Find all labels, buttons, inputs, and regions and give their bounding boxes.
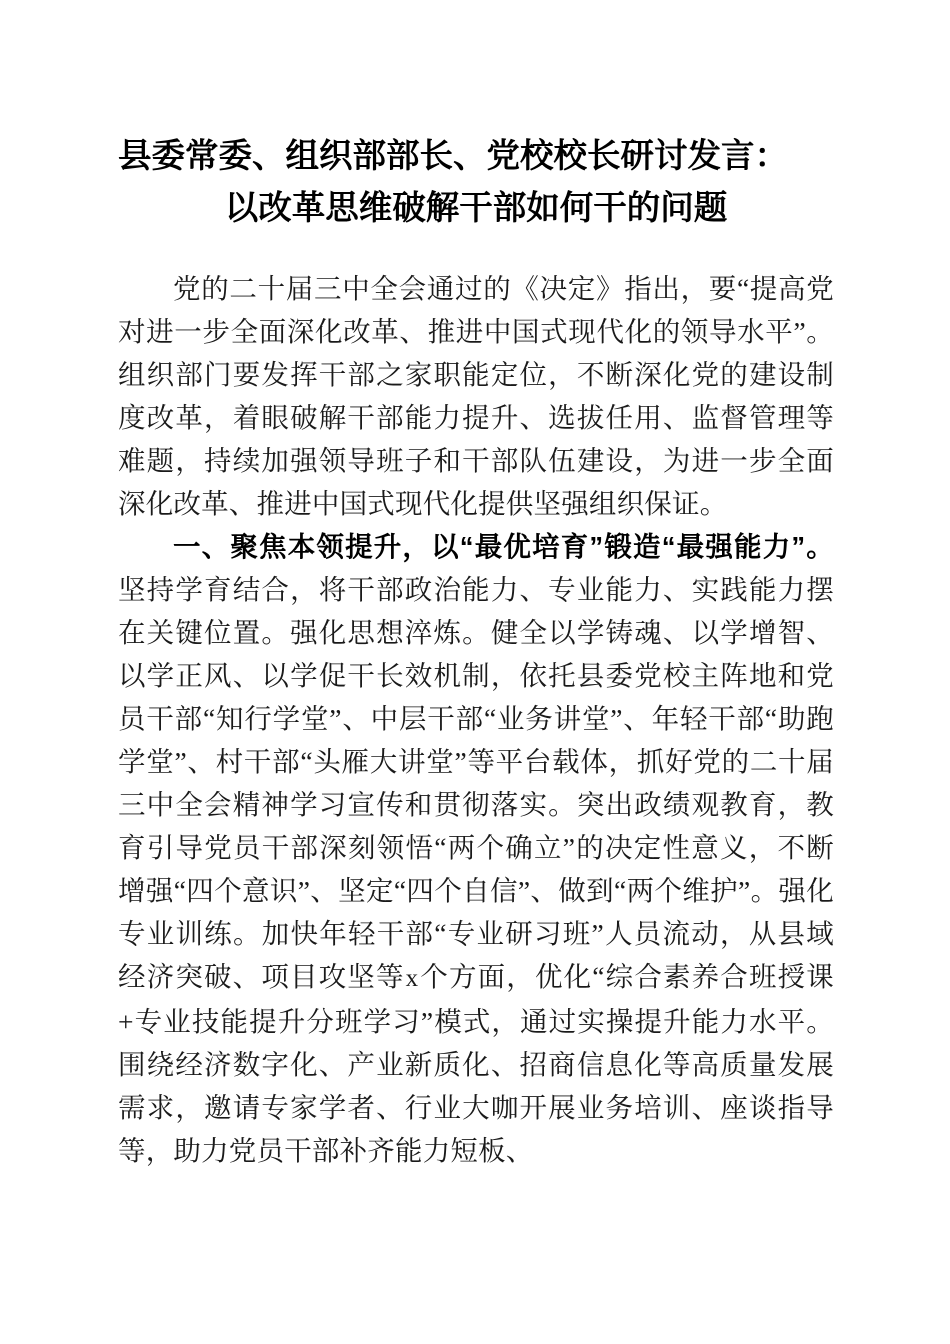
section-heading-one: 一、聚焦本领提升，以“最优培育”锻造“最强能力”。 <box>173 531 834 562</box>
section-one-variable-x: x <box>405 965 419 992</box>
page-title-line-2: 以改革思维破解干部如何干的问题 <box>224 190 728 227</box>
section-one-text-after: 个方面，优化“综合素养合班授课+专业技能提升分班学习”模式，通过实操提升能力水平。围绕经济数字化、产业新质化、招商信息化等高质量发展需求，邀请专家学者、行业大咖开展业务培训、座谈指导等，助力党员干部补齐能力短板、 <box>118 961 834 1166</box>
page-title-line-1: 县委常委、组织部部长、党校校长研讨发言： <box>118 138 788 175</box>
paragraph-intro: 党的二十届三中全会通过的《决定》指出，要“提高党对进一步全面深化改革、推进中国式现代化的领导水平”。组织部门要发挥干部之家职能定位，不断深化党的建设制度改革，着眼破解干部能力提升、选拔任用、监督管理等难题，持续加强领导班子和干部队伍建设，为进一步全面深化改革、推进中国式现代化提供坚强组织保证。 <box>118 273 834 519</box>
page-title <box>118 0 834 235</box>
section-one-text-before: 坚持学育结合，将干部政治能力、专业能力、实践能力摆在关键位置。强化思想淬炼。健全以学铸魂、以学增智、以学正风、以学促干长效机制，依托县委党校主阵地和党员干部“知行学堂”、中层干部“业务讲堂”、年轻干部“助跑学堂”、村干部“头雁大讲堂”等平台载体，抓好党的二十届三中全会精神学习宣传和贯彻落实。突出政绩观教育，教育引导党员干部深刻领悟“两个确立”的决定性意义，不断增强“四个意识”、坚定“四个自信”、做到“两个维护”。强化专业训练。加快年轻干部“专业研习班”人员流动，从县域经济突破、项目攻坚等 <box>118 574 834 992</box>
paragraph-section-one <box>118 525 834 1172</box>
document-content <box>118 0 834 1172</box>
document-body <box>118 267 834 1172</box>
